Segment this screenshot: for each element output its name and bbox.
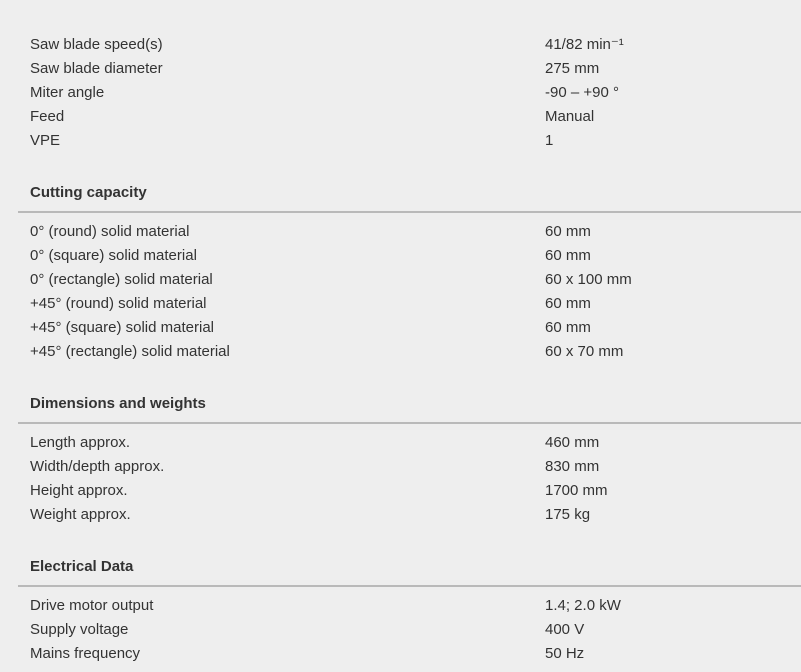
spec-value: -90 – +90 °	[545, 84, 619, 101]
section-divider	[18, 585, 801, 587]
spec-row	[18, 594, 801, 618]
spec-row-vpe	[18, 129, 801, 153]
spec-label: Feed	[30, 108, 65, 125]
spec-label: Height approx.	[30, 482, 128, 499]
spec-label: Width/depth approx.	[30, 458, 165, 475]
spec-row	[18, 340, 801, 364]
spec-row-saw-blade-diameter	[18, 57, 801, 81]
spec-value: 460 mm	[545, 434, 600, 451]
spec-value: 1.4; 2.0 kW	[545, 597, 621, 614]
section-heading: Dimensions and weights	[30, 395, 206, 412]
spec-row	[18, 455, 801, 479]
spec-label: Drive motor output	[30, 597, 154, 614]
spec-value: 60 mm	[545, 319, 591, 336]
spec-row	[18, 220, 801, 244]
spec-row	[18, 431, 801, 455]
spec-value: 60 mm	[545, 247, 591, 264]
spec-label: +45° (rectangle) solid material	[30, 343, 230, 360]
spec-value: 60 x 70 mm	[545, 343, 624, 360]
spec-row	[18, 479, 801, 503]
section-divider	[18, 211, 801, 213]
spec-label: Saw blade speed(s)	[30, 36, 163, 53]
spec-label: Supply voltage	[30, 621, 129, 638]
spec-row-feed	[18, 105, 801, 129]
spec-value: Manual	[545, 108, 595, 125]
spec-value: 400 V	[545, 621, 585, 638]
spec-label: Miter angle	[30, 84, 105, 101]
spec-label: +45° (round) solid material	[30, 295, 207, 312]
spec-row	[18, 292, 801, 316]
section-heading: Electrical Data	[30, 558, 134, 575]
spec-value: 50 Hz	[545, 645, 585, 662]
spec-value: 275 mm	[545, 60, 600, 77]
spec-row	[18, 618, 801, 642]
spec-row	[18, 503, 801, 527]
spec-row	[18, 642, 801, 666]
spec-row	[18, 244, 801, 268]
cutting-capacity-section	[18, 181, 801, 364]
spec-label: 0° (round) solid material	[30, 223, 190, 240]
section-divider	[18, 422, 801, 424]
spec-label: Saw blade diameter	[30, 60, 163, 77]
spec-label: Mains frequency	[30, 645, 141, 662]
spec-row-miter-angle	[18, 81, 801, 105]
spec-label: Weight approx.	[30, 506, 131, 523]
spec-label: 0° (rectangle) solid material	[30, 271, 213, 288]
spec-value: 60 mm	[545, 295, 591, 312]
spec-row-saw-blade-speed	[18, 33, 801, 57]
electrical-section	[18, 555, 801, 666]
spec-label: 0° (square) solid material	[30, 247, 197, 264]
spec-value: 1700 mm	[545, 482, 608, 499]
spec-row	[18, 316, 801, 340]
spec-value: 60 mm	[545, 223, 591, 240]
spec-value: 41/82 min⁻¹	[545, 36, 624, 53]
spec-value: 60 x 100 mm	[545, 271, 632, 288]
spec-label: VPE	[30, 132, 61, 149]
section-heading: Cutting capacity	[30, 184, 147, 201]
spec-value: 175 kg	[545, 506, 591, 523]
spec-label: +45° (square) solid material	[30, 319, 214, 336]
dimensions-section	[18, 392, 801, 527]
spec-label: Length approx.	[30, 434, 131, 451]
spec-value: 830 mm	[545, 458, 600, 475]
general-section	[18, 33, 801, 153]
spec-row	[18, 268, 801, 292]
spec-value: 1	[545, 132, 554, 149]
